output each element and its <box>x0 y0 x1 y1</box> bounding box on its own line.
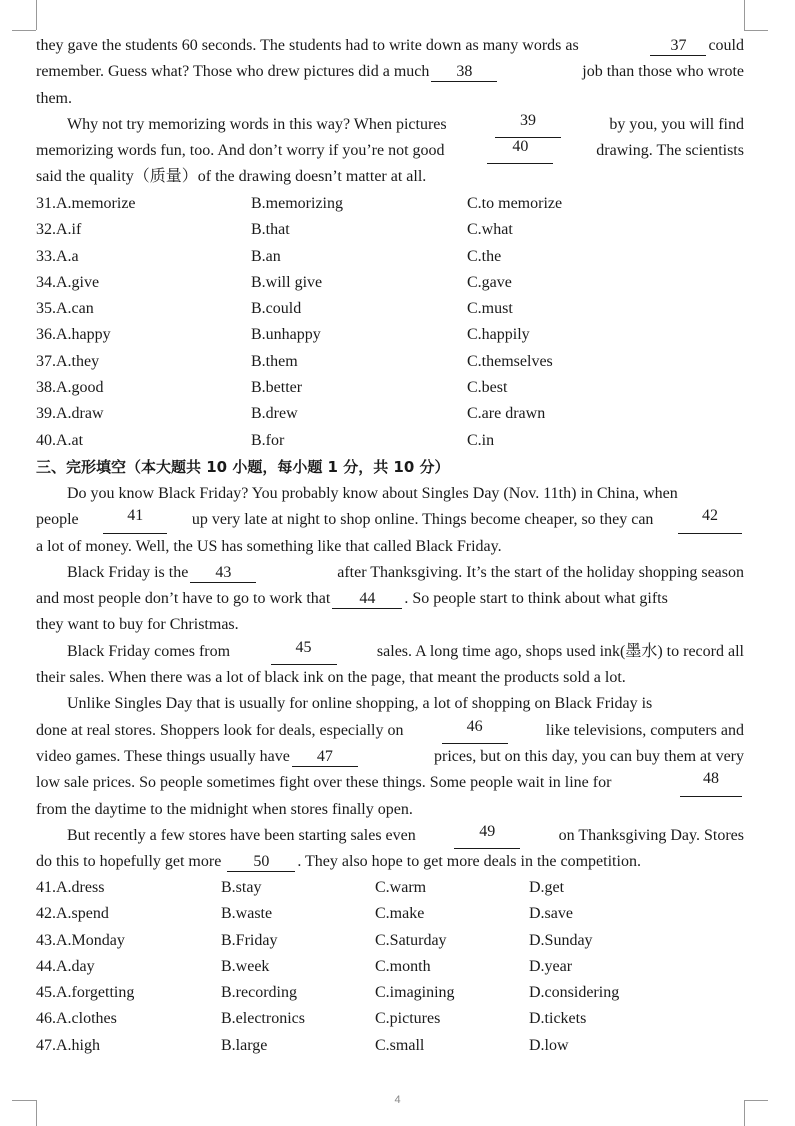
answer-blank-40: 40 <box>487 138 553 164</box>
option-a: 42.A.spend <box>36 905 109 923</box>
answer-blank-48: 48 <box>680 770 742 796</box>
option-row <box>36 428 744 454</box>
text-line <box>36 507 744 533</box>
text-segment: . They also hope to get more deals in the competition. <box>297 853 641 871</box>
option-c: C.make <box>375 905 425 923</box>
option-c: C.warm <box>375 879 427 896</box>
option-b: B.that <box>251 221 290 239</box>
option-b: B.drew <box>251 405 298 423</box>
option-row <box>36 1006 744 1032</box>
option-c: C.in <box>467 431 495 449</box>
text-segment: . So people start to think about what gifts <box>404 590 668 608</box>
text-segment: on Thanksgiving Day. Stores <box>558 826 744 844</box>
option-d: D.considering <box>529 984 620 1002</box>
option-b: B.will give <box>251 273 323 291</box>
option-a: 34.A.give <box>36 273 100 291</box>
crop-mark <box>12 30 36 31</box>
page-number: 4 <box>394 1094 401 1106</box>
option-b: B.large <box>221 1036 268 1054</box>
option-b: B.unhappy <box>251 326 321 344</box>
option-row <box>36 901 744 927</box>
answer-blank-43: 43 <box>190 564 256 583</box>
option-a: 41.A.dress <box>36 879 105 896</box>
crop-mark <box>36 0 37 30</box>
text-line <box>36 112 744 138</box>
option-c: C.small <box>375 1036 425 1054</box>
answer-blank-45: 45 <box>271 639 337 665</box>
option-b: B.waste <box>221 905 273 923</box>
text-line <box>36 770 744 796</box>
text-line <box>36 744 744 770</box>
text-segment: by you, you will find <box>609 115 744 133</box>
option-c: C.imagining <box>375 984 455 1002</box>
option-a: 40.A.at <box>36 431 84 449</box>
option-d: D.tickets <box>529 1010 587 1028</box>
answer-blank-44: 44 <box>332 590 402 609</box>
text-segment: Why not try memorizing words in this way? When pictures <box>67 115 447 133</box>
answer-blank-50: 50 <box>227 853 295 872</box>
text-line <box>36 33 744 59</box>
section-title: 三、完形填空（本大题共 10 小题，每小题 1 分，共 10 分） <box>36 458 450 476</box>
option-d: D.Sunday <box>529 931 593 949</box>
text-line <box>36 59 744 85</box>
option-b: B.stay <box>221 879 262 896</box>
text-line <box>36 560 744 586</box>
option-row <box>36 954 744 980</box>
text-line <box>36 639 744 665</box>
text-line: Do you know Black Friday? You probably know about Singles Day (Nov. 11th) in China, when <box>67 485 678 502</box>
text-segment: Black Friday is the <box>67 563 189 581</box>
option-a: 38.A.good <box>36 379 104 397</box>
answer-blank-41: 41 <box>103 507 167 533</box>
crop-mark <box>744 30 768 31</box>
text-line <box>36 718 744 744</box>
text-segment: do this to hopefully get more <box>36 853 222 871</box>
text-segment: prices, but on this day, you can buy them at very <box>434 747 744 765</box>
option-row <box>36 980 744 1006</box>
option-row <box>36 875 744 901</box>
text-line <box>36 138 744 164</box>
option-b: B.memorizing <box>251 195 343 212</box>
options-31-40 <box>36 191 744 454</box>
text-segment: they gave the students 60 seconds. The students had to write down as many words as <box>36 37 579 54</box>
option-c: C.the <box>467 247 502 265</box>
option-a: 43.A.Monday <box>36 931 125 949</box>
option-a: 45.A.forgetting <box>36 984 135 1002</box>
option-a: 33.A.a <box>36 247 79 265</box>
option-c: C.best <box>467 379 508 397</box>
option-a: 36.A.happy <box>36 326 111 344</box>
text-line <box>36 849 744 875</box>
text-segment: could <box>708 37 744 54</box>
option-row <box>36 191 744 217</box>
option-row <box>36 270 744 296</box>
option-a: 32.A.if <box>36 221 82 239</box>
option-c: C.to memorize <box>467 195 563 212</box>
option-a: 31.A.memorize <box>36 195 136 212</box>
option-b: B.electronics <box>221 1010 305 1028</box>
option-row <box>36 1033 744 1059</box>
text-segment: up very late at night to shop online. Things become cheaper, so they can <box>191 511 654 529</box>
option-d: D.low <box>529 1036 569 1054</box>
option-b: B.recording <box>221 984 297 1002</box>
option-row <box>36 375 744 401</box>
text-segment: and most people don’t have to go to work that <box>36 590 331 608</box>
text-line: they want to buy for Christmas. <box>36 616 239 634</box>
answer-blank-42: 42 <box>678 507 742 533</box>
text-segment: sales. A long time ago, shops used ink(墨水) to record all <box>376 642 744 660</box>
option-a: 39.A.draw <box>36 405 104 423</box>
answer-blank-47: 47 <box>292 748 358 767</box>
option-b: B.better <box>251 379 303 397</box>
answer-blank-49: 49 <box>454 823 520 849</box>
section-heading <box>36 454 744 480</box>
text-segment: job than those who wrote <box>582 63 744 81</box>
text-segment: low sale prices. So people sometimes fight over these things. Some people wait in line for <box>36 774 612 792</box>
answer-blank-38: 38 <box>431 63 497 82</box>
option-c: C.Saturday <box>375 931 447 949</box>
option-row <box>36 349 744 375</box>
option-c: C.themselves <box>467 352 553 370</box>
option-b: B.an <box>251 247 281 265</box>
option-a: 44.A.day <box>36 957 95 975</box>
option-row <box>36 217 744 243</box>
option-a: 47.A.high <box>36 1036 100 1054</box>
text-segment: drawing. The scientists <box>596 142 744 160</box>
options-41-47 <box>36 875 744 1059</box>
answer-blank-37: 37 <box>650 37 706 56</box>
option-b: B.week <box>221 957 270 975</box>
text-line: said the quality（质量）of the drawing doesn’t matter at all. <box>36 168 427 186</box>
text-segment: like televisions, computers and <box>545 721 744 739</box>
text-line: a lot of money. Well, the US has something like that called Black Friday. <box>36 537 502 555</box>
answer-blank-39: 39 <box>495 112 561 138</box>
text-segment: after Thanksgiving. It’s the start of the holiday shopping season <box>337 563 744 581</box>
option-b: B.them <box>251 352 298 370</box>
text-line: them. <box>36 89 72 107</box>
option-a: 46.A.clothes <box>36 1010 117 1028</box>
option-c: C.are drawn <box>467 405 546 423</box>
text-segment: video games. These things usually have <box>36 747 290 765</box>
text-segment: people <box>36 511 79 529</box>
option-row <box>36 244 744 270</box>
option-c: C.happily <box>467 326 530 344</box>
option-c: C.what <box>467 221 513 239</box>
text-segment: done at real stores. Shoppers look for deals, especially on <box>36 721 404 739</box>
cloze-passage <box>36 481 744 875</box>
option-d: D.get <box>529 879 565 896</box>
text-line: their sales. When there was a lot of black ink on the page, that meant the products sold a lot. <box>36 669 626 687</box>
option-d: D.year <box>529 957 573 975</box>
option-row <box>36 322 744 348</box>
text-line <box>36 586 744 612</box>
option-b: B.Friday <box>221 931 278 949</box>
option-c: C.gave <box>467 273 512 291</box>
option-c: C.month <box>375 957 431 975</box>
text-line: from the daytime to the midnight when stores finally open. <box>36 800 413 818</box>
answer-blank-46: 46 <box>442 718 508 744</box>
text-segment: remember. Guess what? Those who drew pictures did a much <box>36 63 430 81</box>
option-a: 35.A.can <box>36 300 94 318</box>
text-segment: memorizing words fun, too. And don’t worry if you’re not good <box>36 142 445 160</box>
crop-mark <box>744 0 745 30</box>
option-c: C.must <box>467 300 513 318</box>
option-row <box>36 296 744 322</box>
passage-top <box>36 33 744 191</box>
text-line: Unlike Singles Day that is usually for online shopping, a lot of shopping on Black Friday is <box>67 695 653 713</box>
text-segment: But recently a few stores have been starting sales even <box>67 826 416 844</box>
option-b: B.could <box>251 300 302 318</box>
option-a: 37.A.they <box>36 352 100 370</box>
option-d: D.save <box>529 905 573 923</box>
option-c: C.pictures <box>375 1010 441 1028</box>
text-segment: Black Friday comes from <box>67 642 231 660</box>
option-b: B.for <box>251 431 285 449</box>
option-row <box>36 401 744 427</box>
text-line <box>36 823 744 849</box>
option-row <box>36 928 744 954</box>
